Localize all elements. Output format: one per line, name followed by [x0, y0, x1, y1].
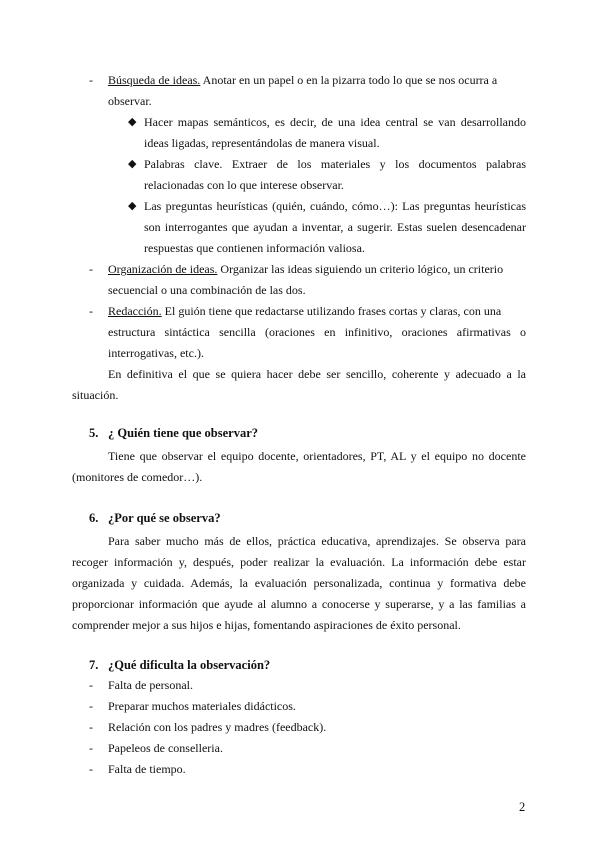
list-item-cont: interrogativas, etc.). — [108, 346, 204, 360]
list-item: Preparar muchos materiales didácticos. — [108, 699, 296, 713]
paragraph-line: En definitiva el que se quiera hacer debe ser sencillo, coherente y adecuado a la — [108, 367, 526, 381]
list-item-title: Organización de ideas. — [108, 262, 218, 276]
section-heading: ¿Por qué se observa? — [108, 511, 221, 525]
list-dash: - — [89, 262, 93, 276]
page-number: 2 — [519, 800, 526, 814]
list-dash: - — [89, 699, 93, 713]
bullet-line: Palabras clave. Extraer de los materiales y los documentos palabras — [144, 157, 526, 171]
list-dash: - — [89, 741, 93, 755]
list-dash: - — [89, 720, 93, 734]
diamond-bullet-icon: ◆ — [128, 158, 137, 170]
paragraph-line: (monitores de comedor…). — [72, 470, 203, 484]
list-dash: - — [89, 304, 93, 318]
diamond-bullet-icon: ◆ — [128, 116, 137, 128]
section-number: 6. — [89, 511, 99, 525]
paragraph-line: Tiene que observar el equipo docente, orientadores, PT, AL y el equipo no docente — [108, 449, 526, 463]
paragraph-line: comprender mejor a sus hijos e hijas, fomentando aspiraciones de éxito personal. — [72, 618, 461, 632]
list-item: Relación con los padres y madres (feedback). — [108, 720, 327, 734]
list-dash: - — [89, 678, 93, 692]
list-dash: - — [89, 762, 93, 776]
list-item-title: Redacción. — [108, 304, 162, 318]
bullet-line: son interrogantes que ayudan a inventar, a sugerir. Estas suelen desencadenar — [144, 220, 526, 234]
bullet-line: relacionadas con lo que interese observar. — [144, 178, 344, 192]
bullet-line: ideas ligadas, representándolas de manera visual. — [144, 136, 380, 150]
section-heading: ¿Qué dificulta la observación? — [108, 658, 271, 672]
list-item-text: Anotar en un papel o en la pizarra todo lo que se nos ocurra a — [200, 73, 498, 87]
list-item-text: Organizar las ideas siguiendo un criterio lógico, un criterio — [217, 262, 504, 276]
paragraph-line: situación. — [72, 388, 119, 402]
list-item-3 — [108, 304, 501, 318]
list-item-cont: secuencial o una combinación de las dos. — [108, 283, 306, 297]
paragraph-line: recoger información y, después, poder realizar la evaluación. La información debe estar — [72, 555, 526, 569]
list-item-2 — [108, 262, 503, 276]
section-number: 5. — [89, 426, 99, 440]
list-item-cont: observar. — [108, 94, 152, 108]
bullet-line: respuestas que contienen información valiosa. — [144, 241, 365, 255]
list-item-title: Búsqueda de ideas. — [108, 73, 201, 87]
list-item-1 — [108, 73, 497, 87]
section-number: 7. — [89, 658, 99, 672]
list-item-cont: estructura sintáctica sencilla (oraciones en infinitivo, oraciones afirmativas o — [108, 325, 526, 339]
section-heading: ¿ Quién tiene que observar? — [108, 426, 258, 440]
list-item: Falta de personal. — [108, 678, 193, 692]
list-item-text: El guión tiene que redactarse utilizando frases cortas y claras, con una — [161, 304, 502, 318]
paragraph-line: organizada y cuidada. Además, la evaluación personalizada, continua y formativa debe — [72, 576, 526, 590]
bullet-line: Las preguntas heurísticas (quién, cuándo, cómo…): Las preguntas heurísticas — [144, 199, 526, 213]
list-item: Papeleos de conselleria. — [108, 741, 223, 755]
bullet-line: Hacer mapas semánticos, es decir, de una idea central se van desarrollando — [144, 115, 526, 129]
list-dash: - — [89, 73, 93, 87]
paragraph-line: proporcionar información que ayude al alumno a conocerse y superarse, y a las familias a — [72, 597, 526, 611]
diamond-bullet-icon: ◆ — [128, 200, 137, 212]
paragraph-line: Para saber mucho más de ellos, práctica educativa, aprendizajes. Se observa para — [108, 534, 526, 548]
list-item: Falta de tiempo. — [108, 762, 186, 776]
